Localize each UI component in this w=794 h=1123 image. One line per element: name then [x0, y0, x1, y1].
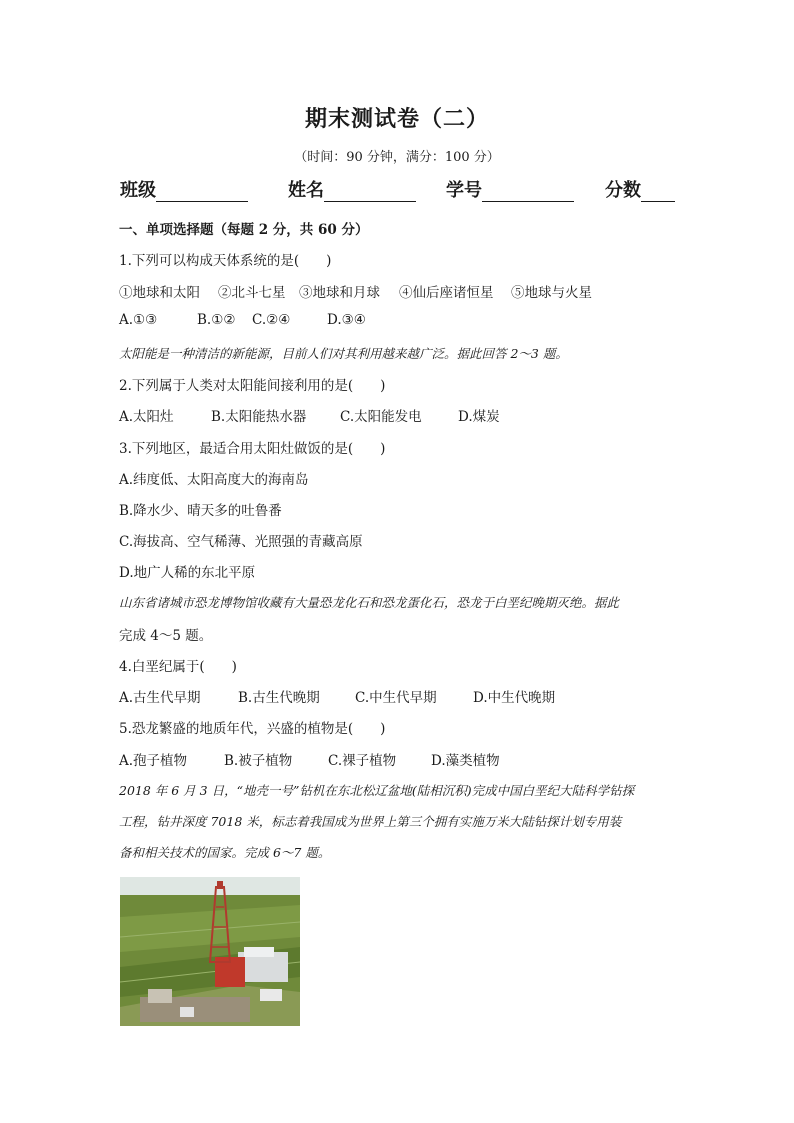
q4-option-b[interactable]: B.古生代晚期 [238, 690, 320, 706]
name-label: 姓名 [288, 180, 324, 201]
q1-option-c[interactable]: C.②④ [252, 312, 291, 328]
q2-option-c[interactable]: C.太阳能发电 [340, 409, 422, 425]
q1-option-a[interactable]: A.①③ [119, 312, 158, 328]
q1-item: ②北斗七星 [218, 285, 286, 301]
score-blank[interactable] [641, 183, 675, 202]
q5-option-a[interactable]: A.孢子植物 [119, 753, 188, 769]
question-4: 4.白垩纪属于( ) [119, 659, 237, 675]
q3-option-a[interactable]: A.纬度低、太阳高度大的海南岛 [119, 472, 309, 488]
score-label: 分数 [605, 180, 641, 201]
q1-option-b[interactable]: B.①② [197, 312, 236, 328]
passage-drilling-line2: 工程，钻井深度 7018 米，标志着我国成为世界上第三个拥有实施万米大陆钻探计划专用装 [119, 814, 622, 829]
q4-option-d[interactable]: D.中生代晚期 [473, 690, 556, 706]
q2-option-d[interactable]: D.煤炭 [458, 409, 500, 425]
student-id-field[interactable] [446, 176, 574, 202]
q1-item: ①地球和太阳 [119, 285, 200, 301]
question-2: 2.下列属于人类对太阳能间接利用的是( ) [119, 378, 386, 394]
q5-option-b[interactable]: B.被子植物 [224, 753, 293, 769]
drilling-rig-illustration [120, 877, 300, 1026]
q2-option-a[interactable]: A.太阳灶 [119, 409, 174, 425]
name-field[interactable] [288, 176, 416, 202]
q1-item: ③地球和月球 [299, 285, 380, 301]
drilling-rig-photo [120, 877, 300, 1026]
student-id-blank[interactable] [482, 183, 574, 202]
class-label: 班级 [120, 180, 156, 201]
page-title: 期末测试卷（二） [304, 106, 489, 132]
class-blank[interactable] [156, 183, 248, 202]
q3-option-b[interactable]: B.降水少、晴天多的吐鲁番 [119, 503, 282, 519]
question-1: 1.下列可以构成天体系统的是( ) [119, 253, 332, 269]
q1-item: ④仙后座诸恒星 [399, 285, 494, 301]
q3-option-c[interactable]: C.海拔高、空气稀薄、光照强的青藏高原 [119, 534, 363, 550]
q4-option-c[interactable]: C.中生代早期 [355, 690, 437, 706]
passage-drilling-line3: 备和相关技术的国家。完成 6～7 题。 [119, 845, 331, 860]
q5-option-c[interactable]: C.裸子植物 [328, 753, 397, 769]
q1-option-d[interactable]: D.③④ [327, 312, 366, 328]
question-3: 3.下列地区，最适合用太阳灶做饭的是( ) [119, 441, 386, 457]
score-field[interactable] [605, 176, 675, 202]
exam-time-score: （时间：90 分钟，满分：100 分） [294, 150, 500, 165]
section-heading: 一、单项选择题（每题 2 分，共 60 分） [119, 222, 369, 238]
q3-option-d[interactable]: D.地广人稀的东北平原 [119, 565, 256, 581]
class-field[interactable] [120, 176, 248, 202]
passage-solar-energy: 太阳能是一种清洁的新能源，目前人们对其利用越来越广泛。据此回答 2～3 题。 [119, 346, 568, 361]
q1-item: ⑤地球与火星 [511, 285, 592, 301]
q4-option-a[interactable]: A.古生代早期 [119, 690, 201, 706]
student-id-label: 学号 [446, 180, 482, 201]
student-info-row [120, 176, 680, 204]
passage-dinosaur-line1: 山东省诸城市恐龙博物馆收藏有大量恐龙化石和恐龙蛋化石，恐龙于白垩纪晚期灭绝。据此 [119, 595, 620, 610]
passage-drilling-line1: 2018 年 6 月 3 日，“地壳一号”钻机在东北松辽盆地(陆相沉积)完成中国白垩纪大陆科学钻探 [119, 783, 635, 798]
q5-option-d[interactable]: D.藻类植物 [431, 753, 500, 769]
question-5: 5.恐龙繁盛的地质年代，兴盛的植物是( ) [119, 721, 386, 737]
passage-dinosaur-line2: 完成 4～5 题。 [119, 628, 213, 644]
q2-option-b[interactable]: B.太阳能热水器 [211, 409, 307, 425]
name-blank[interactable] [324, 183, 416, 202]
